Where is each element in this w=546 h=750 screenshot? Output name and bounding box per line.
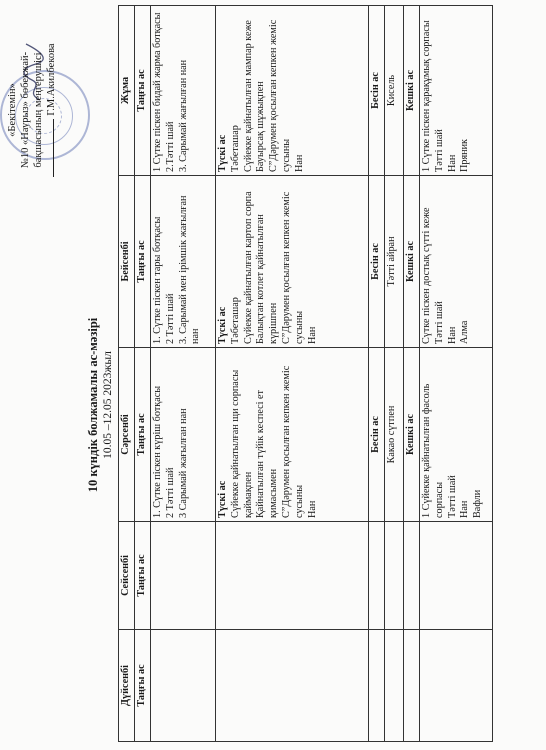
menu-item: Вафли: [472, 489, 484, 518]
wednesday-dinner-cell: [420, 348, 493, 522]
menu-item: 1. Сүтке піскен тары ботқасы: [152, 216, 163, 344]
breakfast-label: Таңғы ас: [136, 413, 147, 456]
snack-label: Бесін ас: [370, 416, 381, 453]
menu-item: Балықтан котлет қайнатылған күрішпен: [255, 214, 280, 344]
breakfast-label: Таңғы ас: [136, 240, 147, 283]
tuesday-lunch-cell: [216, 522, 369, 630]
menu-item: С”Дәрумен қосылған кепкен жеміс сусыны: [280, 365, 305, 518]
tuesday-snack-cell: [385, 522, 404, 630]
friday-snack-cell: [385, 6, 404, 176]
day-monday: Дүйсенбі: [119, 630, 135, 742]
menu-item: Тәтті айран: [386, 236, 397, 287]
menu-item: 1. Сүтке піскен күріш ботқасы: [152, 385, 163, 518]
menu-item: Нан: [446, 326, 458, 344]
menu-item: Нан: [459, 500, 471, 518]
menu-item: Нан: [446, 154, 458, 172]
signature-line: [53, 119, 54, 177]
menu-item: Тәтті шай: [433, 129, 445, 172]
approval-signatory: Г.М.Акилбекова: [46, 43, 57, 116]
thursday-dinner-cell: [420, 176, 493, 348]
menu-item: Алма: [459, 320, 471, 344]
thursday-breakfast-cell: [151, 176, 216, 348]
menu-item: Пряник: [459, 139, 471, 172]
approval-position: бақшасының меңгерушісі: [33, 52, 44, 168]
lunch-label: Түскі ас: [217, 134, 228, 172]
friday-lunch-cell: [216, 6, 369, 176]
lunch-label: Түскі ас: [217, 480, 228, 518]
wednesday-snack-cell: [385, 348, 404, 522]
menu-item: Какао сүтпен: [386, 405, 397, 464]
menu-item: Нан: [306, 500, 318, 518]
menu-item: Тәтті шай: [433, 301, 445, 344]
menu-dates: 10.05 –12.05 2023жыл: [102, 351, 114, 459]
lunch-label: Түскі ас: [217, 306, 228, 344]
menu-item: С”Дәрумен қосылған кепкен жеміс сусыны: [268, 19, 292, 172]
menu-item: 2.Тәтті шай: [164, 121, 176, 172]
menu-item: 1 Сүтке піскен қарақұмық сорпасы: [421, 20, 432, 172]
menu-item: Сүтке піскен достық сүтті кеже: [421, 207, 432, 344]
menu-item: Бауырсақ шұжықпен: [255, 81, 267, 172]
tuesday-dinner-cell: [420, 522, 493, 630]
monday-breakfast-cell: [151, 630, 216, 742]
snack-label: Бесін ас: [370, 72, 381, 109]
dinner-label: Кешкі ас: [405, 70, 416, 111]
monday-lunch-cell: [216, 630, 369, 742]
day-tuesday: Сейсенбі: [119, 522, 135, 630]
dinner-label-row: [404, 6, 420, 742]
thursday-lunch-cell: [216, 176, 369, 348]
menu-item: 2 Тәтті шай: [164, 293, 176, 344]
menu-item: Кисель: [386, 74, 397, 107]
approval-signatory-line: [45, 5, 58, 215]
friday-dinner-cell: [420, 6, 493, 176]
menu-item: Тәбеташар: [229, 125, 241, 172]
menu-item: Нан: [306, 326, 318, 344]
breakfast-label: Таңғы ас: [136, 664, 147, 707]
menu-item: Тәтті шай: [446, 475, 458, 518]
dinner-label: Кешкі ас: [405, 241, 416, 282]
menu-item: Қайнатылған түйік кеспесі ет қимасымен: [255, 390, 280, 518]
menu-item: 1 Сүйекке қайнатылған фасоль сорпасы: [421, 383, 445, 518]
breakfast-row: [151, 6, 216, 742]
approval-title: «Бекітемін»: [7, 83, 18, 137]
day-header-row: [119, 6, 135, 742]
breakfast-label-row: [135, 6, 151, 742]
breakfast-label: Таңғы ас: [136, 69, 147, 112]
menu-item: С”Дәрумен қосылған кепкен жеміс сусыны: [280, 191, 305, 344]
day-wednesday: Сәрсенбі: [119, 348, 135, 522]
menu-item: Сүйекке қайнатылған картоп сорпа: [242, 191, 254, 344]
tuesday-breakfast-cell: [151, 522, 216, 630]
menu-item: 3. Сарымай жағылған нан: [177, 59, 189, 172]
lunch-row: [216, 6, 369, 742]
menu-item: 3 Сарымай жағылған нан: [177, 408, 189, 518]
day-thursday: Бейсенбі: [119, 176, 135, 348]
snack-label-row: [369, 6, 385, 742]
menu-table: [118, 5, 493, 742]
monday-snack-cell: [385, 630, 404, 742]
snack-label: Бесін ас: [370, 243, 381, 280]
monday-dinner-cell: [420, 630, 493, 742]
approval-school: №10 «Наурыз» бөбекжай-: [20, 51, 31, 169]
menu-title: 10 күндік болжамалы ас-мәзірі: [86, 317, 100, 493]
menu-item: 2 Тәтті шай: [164, 467, 176, 518]
friday-breakfast-cell: [151, 6, 216, 176]
menu-item: 1 Сүтке піскен бидай жарма ботқасы: [152, 12, 163, 172]
menu-item: Нан: [293, 154, 305, 172]
menu-item: Сүйекке қайнатылған мампар кеже: [242, 20, 254, 172]
approval-block: [6, 5, 58, 215]
menu-item: 3. Сарымай мен ірімшік жағылған нан: [177, 195, 202, 344]
dinner-row: [420, 6, 493, 742]
menu-item: Тәбеташар: [229, 297, 241, 344]
wednesday-breakfast-cell: [151, 348, 216, 522]
dinner-label: Кешкі ас: [405, 414, 416, 455]
wednesday-lunch-cell: [216, 348, 369, 522]
snack-row: [385, 6, 404, 742]
breakfast-label: Таңғы ас: [136, 554, 147, 597]
thursday-snack-cell: [385, 176, 404, 348]
day-friday: Жұма: [119, 6, 135, 176]
menu-item: Сүйекке қайнатылған щи сорпасы қаймақпен: [229, 369, 254, 518]
